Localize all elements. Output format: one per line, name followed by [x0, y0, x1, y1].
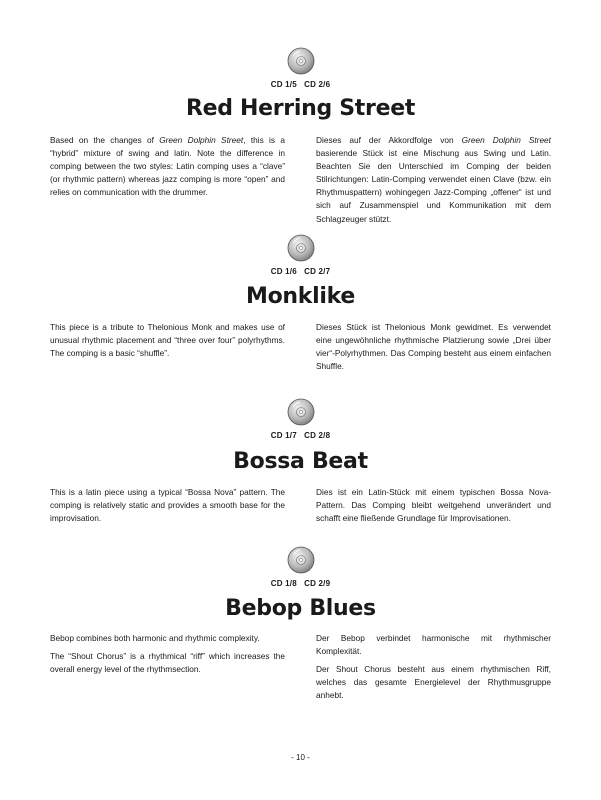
english-description: [50, 321, 285, 365]
english-description: [50, 632, 285, 681]
cd-disc-icon: [287, 398, 315, 426]
description-paragraph: Bebop combines both harmonic and rhythmic complexity.: [50, 633, 260, 643]
english-description: [50, 134, 285, 204]
description-paragraph: Based on the changes of Green Dolphin Street, this is a “hybrid” mixture of swing and latin. Note the difference in comping between the two styles: Latin comping uses a “clave” (or rhythmic pattern) whereas jazz comping is more “open” and relies on communication with the drummer.: [50, 135, 285, 198]
description-paragraph: This piece is a tribute to Thelonious Monk and makes use of unusual rhythmic placement and “three over four” polyrhythms. The comping is a basic “shuffle”.: [50, 322, 285, 359]
german-description: [316, 134, 551, 231]
description-paragraph: This is a latin piece using a typical “Bossa Nova” pattern. The comping is relatively static and provides a smooth base for the improvisation.: [50, 487, 285, 524]
cd-track-label: CD 1/7 CD 2/8: [270, 431, 331, 440]
song-title: Monklike: [246, 284, 355, 309]
description-paragraph: Der Bebop verbindet harmonische mit rhythmischer Komplexität.: [316, 633, 551, 657]
german-description: [316, 321, 551, 378]
cd-disc-icon: [287, 47, 315, 75]
description-paragraph: Der Shout Chorus besteht aus einem rhythmischen Riff, welches das gesamte Energielevel der Rhythmusgruppe anhebt.: [316, 664, 551, 701]
cd-track-label: CD 1/5 CD 2/6: [270, 80, 331, 89]
song-title: Bebop Blues: [225, 596, 376, 621]
page-number: - 10 -: [291, 753, 310, 762]
cd-track-label: CD 1/8 CD 2/9: [270, 579, 331, 588]
song-title: Bossa Beat: [233, 449, 368, 474]
description-paragraph: The “Shout Chorus” is a rhythmical “riff” which increases the overall energy level of the rhythmsection.: [50, 651, 285, 675]
description-paragraph: Dieses auf der Akkordfolge von Green Dolphin Street basierende Stück ist eine Mischung aus Swing und Latin. Beachten Sie den Unterschied im Comping der beiden Stilrichtungen: Latin-Comping verwendet einen Clave (bzw. ein Rhythmuspattern) wohingegen Jazz-Comping „offener“ ist und sich auf Zusammenspiel und Kommunikation mit dem Schlagzeuger stützt.: [316, 135, 551, 224]
song-title: Red Herring Street: [185, 96, 416, 121]
description-paragraph: Dies ist ein Latin-Stück mit einem typischen Bossa Nova-Pattern. Das Comping bleibt weitgehend unverändert und schafft eine fließende Grundlage für Improvisationen.: [316, 487, 551, 524]
english-description: [50, 486, 285, 530]
german-description: [316, 486, 551, 530]
cd-disc-icon: [287, 234, 315, 262]
description-paragraph: Dieses Stück ist Thelonious Monk gewidmet. Es verwendet eine ungewöhnliche rhythmische Platzierung sowie „Drei über vier“-Polyrhythmen. Das Comping besteht aus einem einfachen Shuffle.: [316, 322, 551, 372]
german-description: [316, 632, 551, 707]
cd-track-label: CD 1/6 CD 2/7: [270, 267, 331, 276]
cd-disc-icon: [287, 546, 315, 574]
